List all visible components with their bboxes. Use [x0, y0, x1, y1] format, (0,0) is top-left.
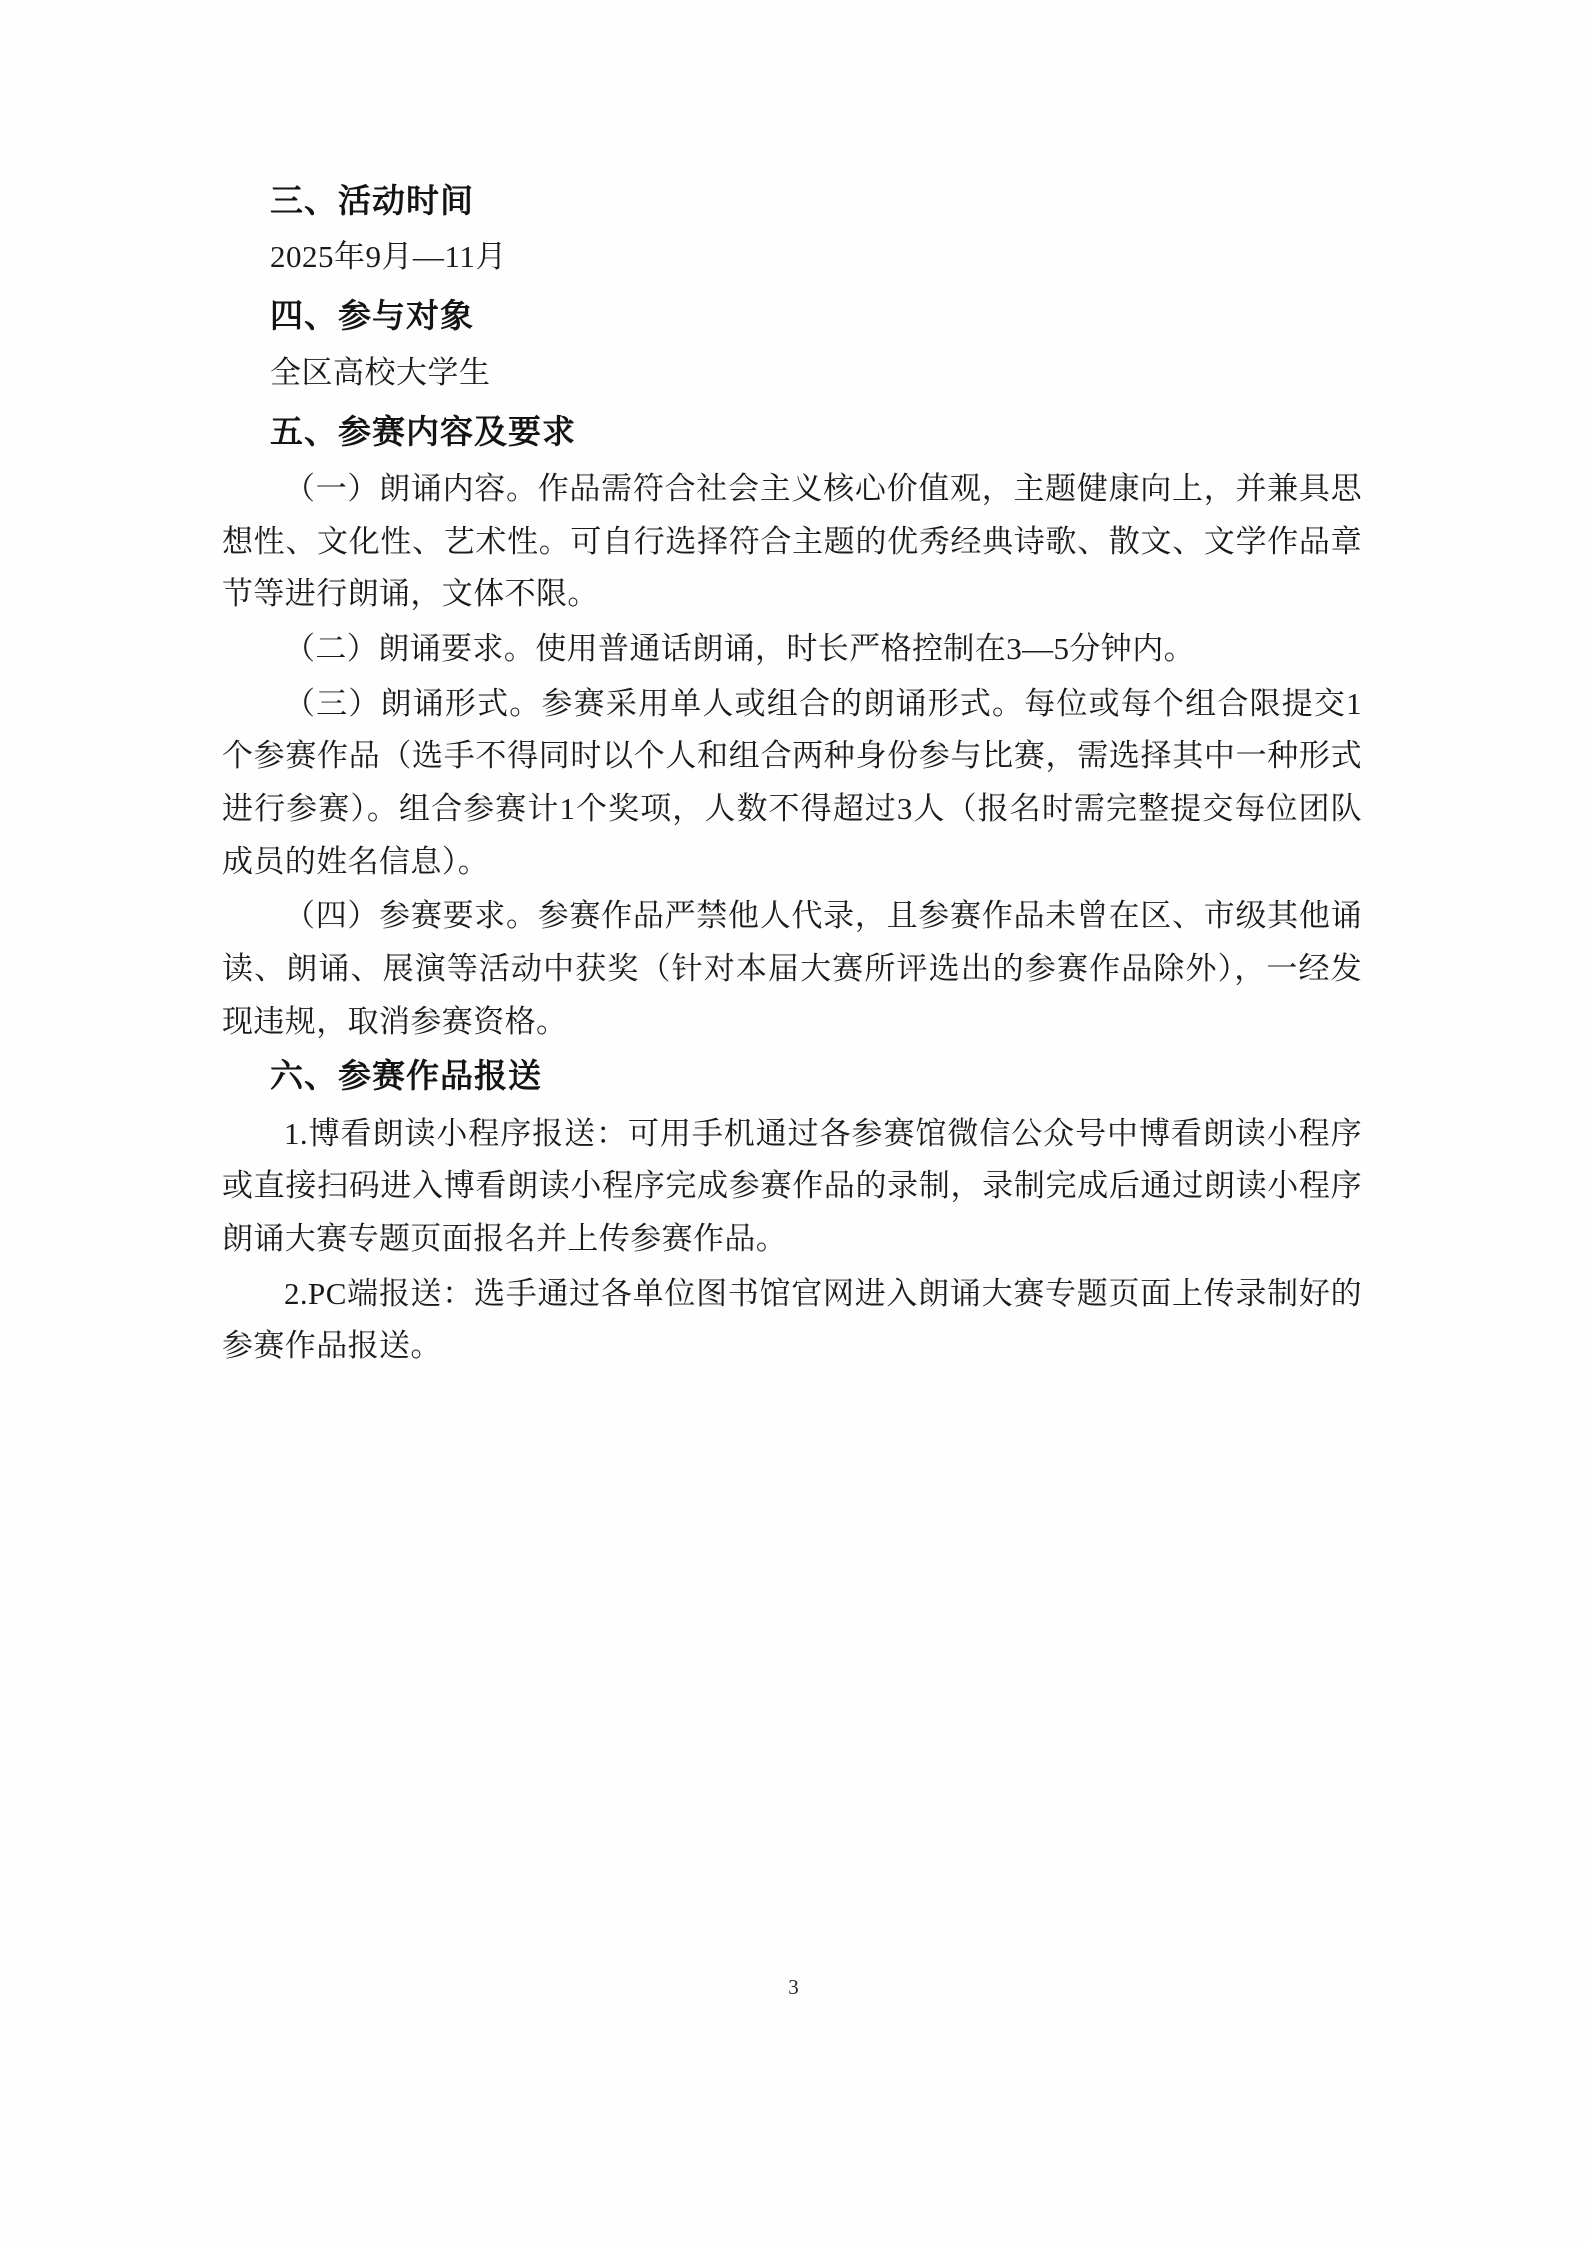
paragraph-recitation-content: （一）朗诵内容。作品需符合社会主义核心价值观，主题健康向上，并兼具思想性、文化性、艺术性。可自行选择符合主题的优秀经典诗歌、散文、文学作品章节等进行朗诵，文体不限。 — [222, 470, 1362, 612]
section-heading-3: 三、活动时间 — [270, 181, 474, 220]
section-heading-6: 六、参赛作品报送 — [270, 1056, 542, 1096]
participants-text: 全区高校大学生 — [270, 354, 491, 390]
section-heading-4: 四、参与对象 — [270, 296, 474, 336]
paragraph-recitation-format: （三）朗诵形式。参赛采用单人或组合的朗诵形式。每位或每个组合限提交1个参赛作品（选手不得同时以个人和组合两种身份参与比赛，需选择其中一种形式进行参赛）。组合参赛计1个奖项，人数不得超过3人（报名时需完整提交每位团队成员的姓名信息）。 — [222, 685, 1362, 879]
paragraph-miniprogram-submission: 1.博看朗读小程序报送：可用手机通过各参赛馆微信公众号中博看朗读小程序或直接扫码进入博看朗读小程序完成参赛作品的录制，录制完成后通过朗读小程序朗诵大赛专题页面报名并上传参赛作品。 — [222, 1115, 1362, 1256]
paragraph-entry-requirements: （四）参赛要求。参赛作品严禁他人代录，且参赛作品未曾在区、市级其他诵读、朗诵、展演等活动中获奖（针对本届大赛所评选出的参赛作品除外），一经发现违规，取消参赛资格。 — [222, 898, 1362, 1039]
document-body — [222, 175, 1362, 1375]
activity-time-text: 2025年9月—11月 — [270, 239, 507, 275]
paragraph-recitation-requirements: （二）朗诵要求。使用普通话朗诵，时长严格控制在3—5分钟内。 — [284, 630, 1195, 666]
section-heading-5: 五、参赛内容及要求 — [270, 411, 576, 451]
paragraph-pc-submission: 2.PC端报送：选手通过各单位图书馆官网进入朗诵大赛专题页面上传录制好的参赛作品报送。 — [222, 1275, 1362, 1364]
page-number: 3 — [788, 1975, 799, 1999]
